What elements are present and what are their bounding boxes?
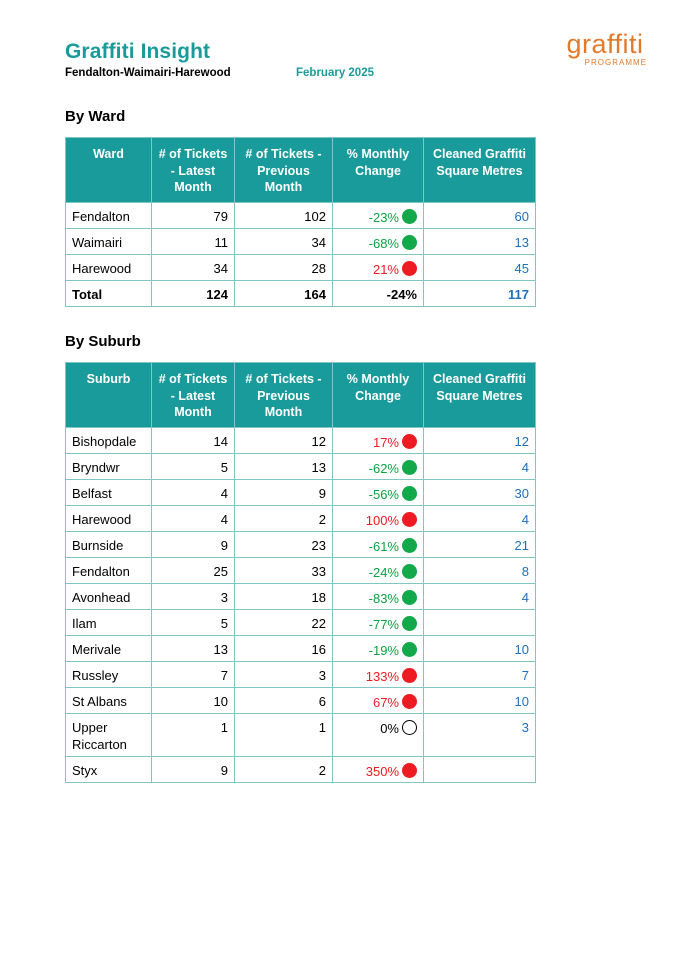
row-name: Burnside — [66, 532, 152, 558]
tickets-previous: 28 — [235, 255, 333, 281]
table-row — [66, 584, 536, 610]
red-status-dot-icon — [402, 261, 417, 276]
logo-wordmark: graffiti — [566, 29, 644, 59]
row-name: Harewood — [66, 506, 152, 532]
change-percent: 0% — [380, 721, 399, 737]
change-percent: -19% — [368, 643, 399, 659]
cleaned-sqm: 10 — [424, 688, 536, 714]
monthly-change — [333, 558, 424, 584]
monthly-change — [333, 428, 424, 454]
tickets-previous: 18 — [235, 584, 333, 610]
row-name: Fendalton — [66, 203, 152, 229]
tickets-latest: 11 — [152, 229, 235, 255]
tickets-latest: 5 — [152, 454, 235, 480]
row-name: Ilam — [66, 610, 152, 636]
cleaned-sqm: 12 — [424, 428, 536, 454]
cleaned-sqm: 3 — [424, 714, 536, 757]
green-status-dot-icon — [402, 590, 417, 605]
monthly-change — [333, 757, 424, 783]
cleaned-sqm: 7 — [424, 662, 536, 688]
header-monthly-change: % Monthly Change — [333, 138, 424, 203]
row-name: Bryndwr — [66, 454, 152, 480]
tickets-latest: 3 — [152, 584, 235, 610]
monthly-change — [333, 454, 424, 480]
table-row — [66, 558, 536, 584]
row-name: Waimairi — [66, 229, 152, 255]
cleaned-sqm: 10 — [424, 636, 536, 662]
red-status-dot-icon — [402, 434, 417, 449]
cleaned-sqm: 60 — [424, 203, 536, 229]
ward-table — [65, 137, 536, 307]
header-monthly-change: % Monthly Change — [333, 363, 424, 428]
green-status-dot-icon — [402, 235, 417, 250]
page-title: Graffiti Insight — [65, 40, 211, 63]
tickets-previous: 2 — [235, 757, 333, 783]
change-percent: -77% — [368, 617, 399, 633]
table-row — [66, 428, 536, 454]
tickets-previous: 16 — [235, 636, 333, 662]
green-status-dot-icon — [402, 209, 417, 224]
suburb-section-title: By Suburb — [65, 333, 141, 350]
tickets-latest: 9 — [152, 532, 235, 558]
area-name: Fendalton-Waimairi-Harewood — [65, 67, 231, 79]
tickets-previous: 3 — [235, 662, 333, 688]
empty-status-circle-icon — [402, 720, 417, 735]
tickets-previous: 102 — [235, 203, 333, 229]
monthly-change — [333, 255, 424, 281]
header-suburb: Suburb — [66, 363, 152, 428]
red-status-dot-icon — [402, 763, 417, 778]
monthly-change — [333, 480, 424, 506]
graffiti-programme-logo — [560, 31, 650, 67]
tickets-latest: 4 — [152, 480, 235, 506]
cleaned-sqm — [424, 610, 536, 636]
row-name: Upper Riccarton — [66, 714, 152, 757]
row-name: Avonhead — [66, 584, 152, 610]
change-percent: 21% — [372, 262, 399, 278]
tickets-latest: 14 — [152, 428, 235, 454]
header-ward: Ward — [66, 138, 152, 203]
table-row — [66, 480, 536, 506]
tickets-previous: 1 — [235, 714, 333, 757]
table-row — [66, 255, 536, 281]
change-percent: -23% — [368, 210, 399, 226]
cleaned-sqm: 4 — [424, 584, 536, 610]
cleaned-sqm: 4 — [424, 506, 536, 532]
red-status-dot-icon — [402, 512, 417, 527]
cleaned-sqm — [424, 757, 536, 783]
cleaned-sqm: 4 — [424, 454, 536, 480]
total-row — [66, 281, 536, 307]
change-percent: -83% — [368, 591, 399, 607]
row-name: St Albans — [66, 688, 152, 714]
monthly-change — [333, 584, 424, 610]
change-percent: 100% — [365, 513, 399, 529]
change-percent: -24% — [368, 565, 399, 581]
cleaned-sqm: 13 — [424, 229, 536, 255]
tickets-latest: 25 — [152, 558, 235, 584]
logo-subtext: PROGRAMME — [584, 58, 647, 67]
report-month: February 2025 — [296, 67, 374, 79]
tickets-previous: 34 — [235, 229, 333, 255]
monthly-change — [333, 506, 424, 532]
change-percent: 133% — [365, 669, 399, 685]
total-label: Total — [66, 281, 152, 307]
tickets-latest: 1 — [152, 714, 235, 757]
tickets-previous: 23 — [235, 532, 333, 558]
table-row — [66, 229, 536, 255]
header-cleaned-sqm: Cleaned Graffiti Square Metres — [424, 138, 536, 203]
suburb-table — [65, 362, 536, 783]
monthly-change — [333, 610, 424, 636]
monthly-change — [333, 203, 424, 229]
row-name: Fendalton — [66, 558, 152, 584]
change-percent: -62% — [368, 461, 399, 477]
green-status-dot-icon — [402, 486, 417, 501]
table-row — [66, 757, 536, 783]
tickets-previous: 22 — [235, 610, 333, 636]
tickets-latest: 13 — [152, 636, 235, 662]
ward-section-title: By Ward — [65, 108, 126, 125]
total-tickets-previous: 164 — [235, 281, 333, 307]
change-percent: -61% — [368, 539, 399, 555]
total-monthly-change: -24% — [333, 281, 424, 307]
cleaned-sqm: 21 — [424, 532, 536, 558]
tickets-latest: 34 — [152, 255, 235, 281]
tickets-latest: 4 — [152, 506, 235, 532]
monthly-change — [333, 662, 424, 688]
row-name: Bishopdale — [66, 428, 152, 454]
change-percent: 67% — [372, 695, 399, 711]
table-row — [66, 688, 536, 714]
green-status-dot-icon — [402, 616, 417, 631]
table-row — [66, 506, 536, 532]
row-name: Russley — [66, 662, 152, 688]
table-row — [66, 636, 536, 662]
change-percent: -68% — [368, 236, 399, 252]
row-name: Belfast — [66, 480, 152, 506]
header-tickets-latest: # of Tickets - Latest Month — [152, 138, 235, 203]
header-tickets-previous: # of Tickets - Previous Month — [235, 363, 333, 428]
tickets-previous: 33 — [235, 558, 333, 584]
tickets-latest: 10 — [152, 688, 235, 714]
tickets-previous: 2 — [235, 506, 333, 532]
row-name: Harewood — [66, 255, 152, 281]
total-cleaned-sqm: 117 — [424, 281, 536, 307]
green-status-dot-icon — [402, 642, 417, 657]
tickets-latest: 9 — [152, 757, 235, 783]
row-name: Styx — [66, 757, 152, 783]
red-status-dot-icon — [402, 668, 417, 683]
cleaned-sqm: 8 — [424, 558, 536, 584]
row-name: Merivale — [66, 636, 152, 662]
green-status-dot-icon — [402, 538, 417, 553]
table-row — [66, 714, 536, 757]
red-status-dot-icon — [402, 694, 417, 709]
suburb-table-header — [66, 363, 536, 428]
table-row — [66, 662, 536, 688]
tickets-previous: 13 — [235, 454, 333, 480]
monthly-change — [333, 636, 424, 662]
tickets-latest: 79 — [152, 203, 235, 229]
header-cleaned-sqm: Cleaned Graffiti Square Metres — [424, 363, 536, 428]
header-tickets-latest: # of Tickets - Latest Month — [152, 363, 235, 428]
tickets-latest: 5 — [152, 610, 235, 636]
tickets-latest: 7 — [152, 662, 235, 688]
table-row — [66, 532, 536, 558]
total-tickets-latest: 124 — [152, 281, 235, 307]
cleaned-sqm: 30 — [424, 480, 536, 506]
green-status-dot-icon — [402, 460, 417, 475]
table-row — [66, 610, 536, 636]
monthly-change — [333, 532, 424, 558]
header-tickets-previous: # of Tickets - Previous Month — [235, 138, 333, 203]
tickets-previous: 9 — [235, 480, 333, 506]
table-row — [66, 454, 536, 480]
tickets-previous: 6 — [235, 688, 333, 714]
change-percent: -56% — [368, 487, 399, 503]
ward-table-header — [66, 138, 536, 203]
cleaned-sqm: 45 — [424, 255, 536, 281]
tickets-previous: 12 — [235, 428, 333, 454]
monthly-change — [333, 688, 424, 714]
monthly-change — [333, 714, 424, 757]
table-row — [66, 203, 536, 229]
change-percent: 350% — [365, 764, 399, 780]
green-status-dot-icon — [402, 564, 417, 579]
change-percent: 17% — [372, 435, 399, 451]
monthly-change — [333, 229, 424, 255]
